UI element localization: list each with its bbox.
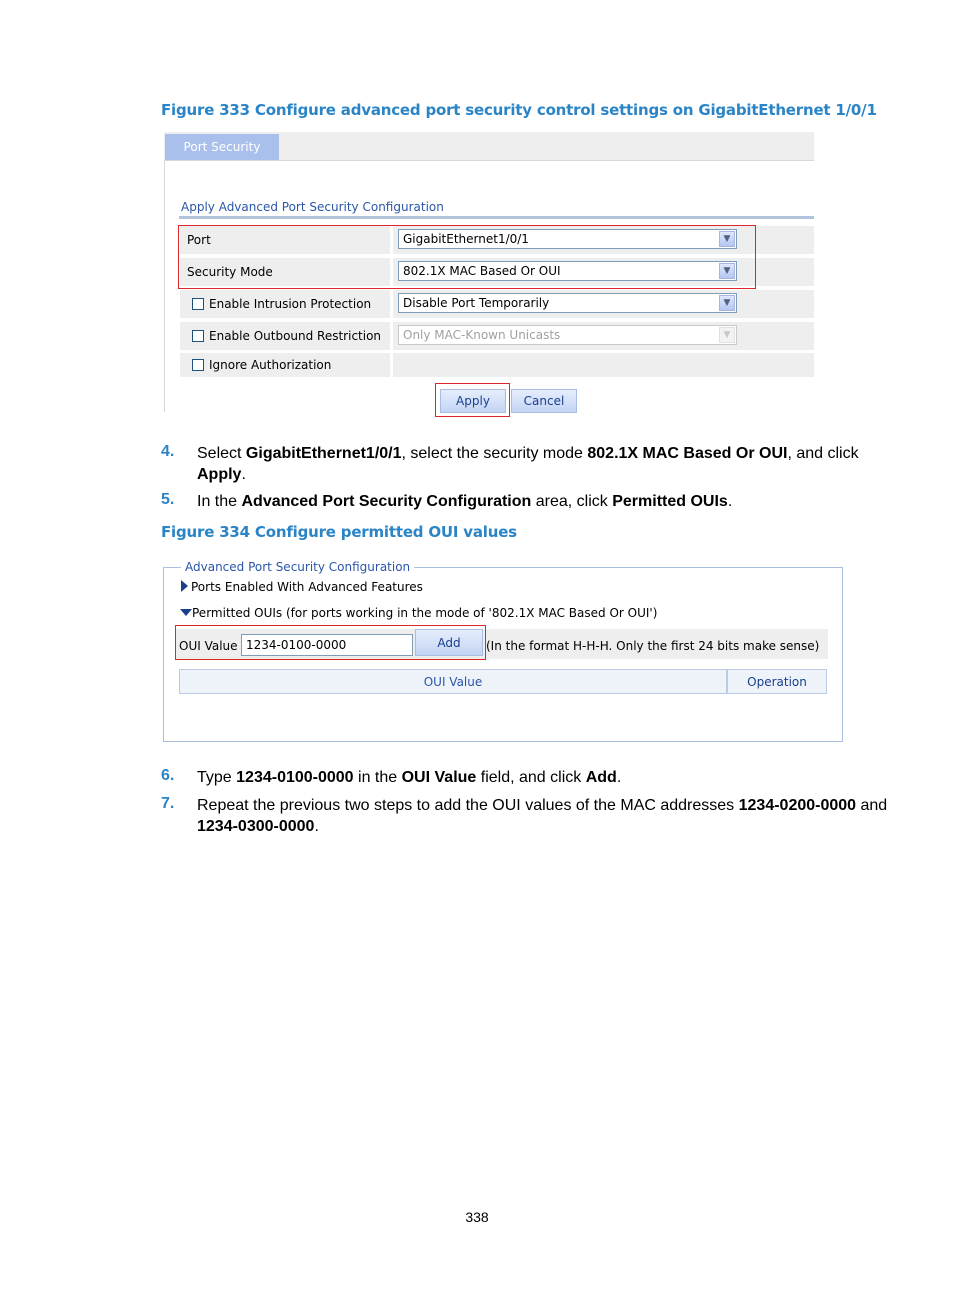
ports-enabled-label: Ports Enabled With Advanced Features <box>191 580 423 594</box>
step-7-t3: . <box>314 818 319 835</box>
port-label: Port <box>187 233 211 247</box>
highlight-box-oui <box>175 625 486 660</box>
step-6-add: Add <box>585 769 617 786</box>
step-5-permitted: Permitted OUIs <box>612 493 728 510</box>
tab-port-security[interactable]: Port Security <box>165 134 279 160</box>
step-4-apply: Apply <box>197 466 242 483</box>
step-5-text <box>197 491 887 512</box>
step-6-text <box>197 767 887 788</box>
intrusion-select-value: Disable Port Temporarily <box>403 296 550 310</box>
panel-left-border <box>164 160 165 412</box>
chevron-down-icon: ▼ <box>719 263 735 279</box>
step-5-number: 5. <box>161 491 175 508</box>
format-hint: (In the format H-H-H. Only the first 24 bits make sense) <box>486 639 820 653</box>
outbound-select <box>398 325 737 345</box>
page-number: 338 <box>465 1209 489 1225</box>
step-7-number: 7. <box>161 795 175 812</box>
step-6-number: 6. <box>161 767 175 784</box>
port-select-value: GigabitEthernet1/0/1 <box>403 232 529 246</box>
fieldset-legend: Advanced Port Security Configuration <box>181 560 414 574</box>
col-operation: Operation <box>747 675 807 689</box>
ports-enabled-row[interactable] <box>181 580 423 594</box>
chevron-down-icon: ▼ <box>719 295 735 311</box>
step-6-t2: in the <box>353 769 402 786</box>
step-7-t2: and <box>856 797 888 814</box>
permitted-ouis-row[interactable] <box>180 606 657 620</box>
chevron-down-icon: ▼ <box>719 327 735 343</box>
cancel-button[interactable]: Cancel <box>511 389 577 413</box>
ignore-auth-checkbox[interactable] <box>192 359 204 371</box>
step-4-t4: . <box>241 466 246 483</box>
add-button[interactable]: Add <box>415 629 483 656</box>
permitted-ouis-label: Permitted OUIs (for ports working in the mode of '802.1X MAC Based Or OUI') <box>192 606 658 620</box>
step-4-number: 4. <box>161 443 175 460</box>
step-4-t2: , select the security mode <box>401 445 588 462</box>
intrusion-checkbox[interactable] <box>192 298 204 310</box>
apply-button[interactable]: Apply <box>440 389 506 413</box>
chevron-down-icon: ▼ <box>719 231 735 247</box>
step-5-t1: In the <box>197 493 242 510</box>
figure-334-caption: Figure 334 Configure permitted OUI values <box>161 523 517 541</box>
ignore-auth-value-cell <box>393 353 814 377</box>
col-oui-value: OUI Value <box>423 675 483 689</box>
caret-right-icon <box>181 580 188 592</box>
step-4-t3: , and click <box>787 445 859 462</box>
step-4-mode: 802.1X MAC Based Or OUI <box>587 445 788 462</box>
caret-down-icon <box>180 609 192 616</box>
security-mode-select-value: 802.1X MAC Based Or OUI <box>403 264 561 278</box>
outbound-checkbox[interactable] <box>192 330 204 342</box>
step-7-mac1: 1234-0200-0000 <box>738 797 857 814</box>
section-title: Apply Advanced Port Security Configuration <box>181 200 444 214</box>
security-mode-label: Security Mode <box>187 265 273 279</box>
section-divider <box>179 216 814 219</box>
oui-value-label: OUI Value <box>179 639 238 653</box>
highlight-box-apply <box>435 383 510 417</box>
step-7-mac2: 1234-0300-0000 <box>197 818 315 835</box>
outbound-label: Enable Outbound Restriction <box>209 329 382 343</box>
step-6-t4: . <box>616 769 622 786</box>
intrusion-label: Enable Intrusion Protection <box>209 297 372 311</box>
step-4-text <box>197 443 887 485</box>
figure-333-caption: Figure 333 Configure advanced port security control settings on GigabitEthernet 1/0/1 <box>161 101 877 119</box>
step-6-t1: Type <box>197 769 237 786</box>
step-5-t3: . <box>727 493 733 510</box>
ignore-auth-label: Ignore Authorization <box>209 358 332 372</box>
step-6-t3: field, and click <box>476 769 586 786</box>
step-5-area: Advanced Port Security Configuration <box>241 493 532 510</box>
step-4-t1: Select <box>197 445 246 462</box>
intrusion-select[interactable] <box>398 293 737 313</box>
step-4-port: GigabitEthernet1/0/1 <box>245 445 402 462</box>
step-7-t1: Repeat the previous two steps to add the OUI values of the MAC addresses <box>197 797 739 814</box>
step-6-field: OUI Value <box>401 769 477 786</box>
highlight-box-port-mode <box>178 225 756 289</box>
outbound-select-value: Only MAC-Known Unicasts <box>403 328 561 342</box>
oui-value-input[interactable]: 1234-0100-0000 <box>241 634 413 656</box>
step-6-value: 1234-0100-0000 <box>236 769 354 786</box>
step-5-t2: area, click <box>531 493 613 510</box>
step-7-text <box>197 795 897 837</box>
